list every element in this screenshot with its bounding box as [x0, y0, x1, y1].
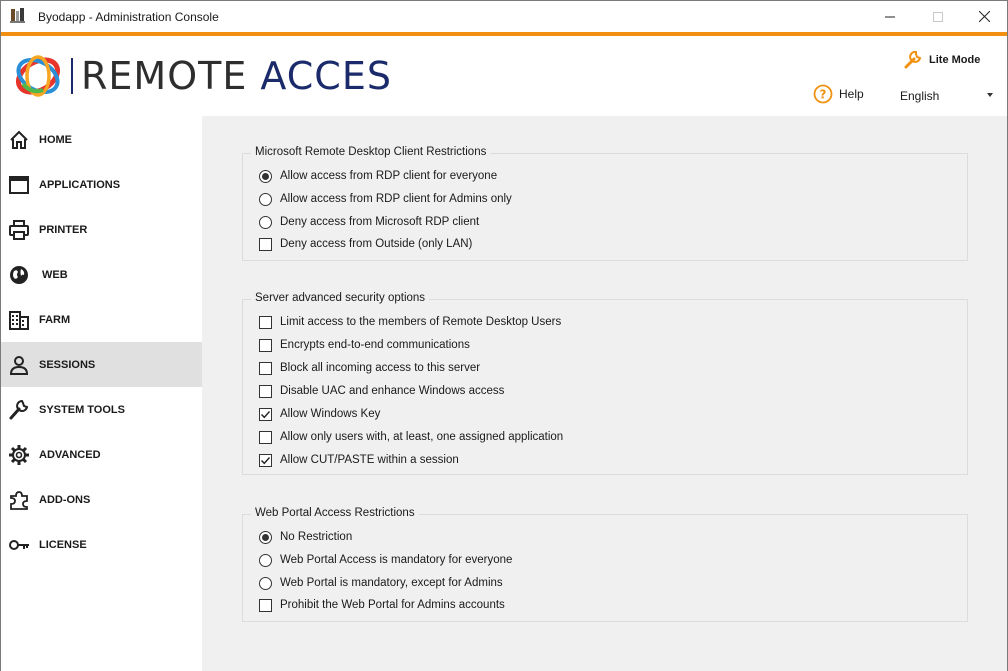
rdp-deny-option[interactable] — [259, 214, 479, 230]
portal-mandatory-everyone-option[interactable] — [259, 552, 512, 568]
sidebar-item-applications[interactable] — [1, 162, 202, 207]
option-label: Deny access from Microsoft RDP client — [280, 216, 480, 228]
option-label: Allow Windows Key — [280, 408, 381, 420]
option-label: Allow access from RDP client for Admins only — [280, 193, 512, 205]
radio-button[interactable] — [259, 577, 272, 590]
option-label: Disable UAC and enhance Windows access — [280, 385, 505, 397]
checkmark-icon — [260, 409, 271, 420]
rdp-allow-admins-option[interactable] — [259, 191, 512, 207]
checkbox[interactable] — [259, 362, 272, 375]
security-options-group — [242, 292, 968, 475]
group-title: Web Portal Access Restrictions — [251, 507, 419, 519]
sidebar-item-label: FARM — [39, 314, 71, 326]
option-label: Limit access to the members of Remote Desktop Users — [280, 316, 562, 328]
rdp-restrictions-group — [242, 146, 968, 261]
svg-text:?: ? — [819, 87, 827, 102]
help-icon — [813, 84, 833, 104]
radio-button[interactable] — [259, 170, 272, 183]
logo-divider — [71, 58, 73, 94]
minimize-button[interactable] — [867, 1, 913, 32]
group-title: Server advanced security options — [251, 292, 429, 304]
checkbox[interactable] — [259, 431, 272, 444]
block-incoming-option[interactable] — [259, 360, 480, 376]
portal-no-restriction-option[interactable] — [259, 529, 352, 545]
option-label: Allow CUT/PASTE within a session — [280, 454, 459, 466]
checkbox[interactable] — [259, 238, 272, 251]
help-label: Help — [839, 87, 864, 101]
option-label: Block all incoming access to this server — [280, 362, 481, 374]
portal-prohibit-admins-option[interactable] — [259, 597, 505, 613]
checkbox[interactable] — [259, 316, 272, 329]
sidebar-item-label: HOME — [39, 134, 72, 146]
close-icon — [979, 11, 990, 22]
minimize-icon — [885, 12, 895, 22]
close-button[interactable] — [961, 1, 1007, 32]
language-select[interactable] — [895, 86, 1001, 106]
sidebar-item-add-ons[interactable] — [1, 477, 202, 522]
sidebar-item-system-tools[interactable] — [1, 387, 202, 432]
logo-remote: REMOTE — [81, 54, 261, 98]
lite-mode-button[interactable] — [903, 50, 980, 70]
allow-windows-key-option[interactable] — [259, 406, 380, 422]
lite-mode-label: Lite Mode — [929, 54, 981, 66]
option-label: Encrypts end-to-end communications — [280, 339, 470, 351]
sidebar-item-label: WEB — [42, 269, 68, 281]
sidebar-item-printer[interactable] — [1, 207, 202, 252]
building-icon — [8, 309, 30, 331]
sidebar-item-label: APPLICATIONS — [39, 179, 121, 191]
rdp-allow-everyone-option[interactable] — [259, 168, 497, 184]
wrench-icon — [903, 50, 923, 70]
sidebar-item-label: LICENSE — [39, 539, 87, 551]
window-icon — [8, 174, 30, 196]
sidebar-item-advanced[interactable] — [1, 432, 202, 477]
option-label: Web Portal Access is mandatory for everyone — [280, 554, 513, 566]
maximize-button[interactable] — [915, 1, 961, 32]
sidebar-item-label: SYSTEM TOOLS — [39, 404, 125, 416]
radio-button[interactable] — [259, 193, 272, 206]
puzzle-icon — [8, 489, 30, 511]
home-icon — [8, 129, 30, 151]
allow-cut-paste-option[interactable] — [259, 452, 459, 468]
disable-uac-option[interactable] — [259, 383, 504, 399]
portal-mandatory-except-admins-option[interactable] — [259, 575, 503, 591]
checkbox[interactable] — [259, 339, 272, 352]
sidebar-item-home[interactable] — [1, 117, 202, 162]
option-label: Allow only users with, at least, one assigned application — [280, 431, 564, 443]
limit-rdp-users-option[interactable] — [259, 314, 561, 330]
sessions-panel — [202, 116, 1007, 671]
wrench-icon — [8, 399, 30, 421]
option-label: Allow access from RDP client for everyone — [280, 170, 498, 182]
rdp-deny-outside-option[interactable] — [259, 236, 472, 252]
sidebar-item-label: ADD-ONS — [39, 494, 91, 506]
app-icon — [9, 7, 27, 25]
sidebar-item-label: ADVANCED — [39, 449, 101, 461]
sidebar-item-farm[interactable] — [1, 297, 202, 342]
remote-access-logo-icon — [13, 54, 63, 98]
help-button[interactable] — [813, 84, 864, 104]
maximize-icon — [933, 12, 943, 22]
web-portal-restrictions-group — [242, 507, 968, 622]
sidebar-item-label: PRINTER — [39, 224, 88, 236]
sidebar-item-label: SESSIONS — [39, 359, 96, 371]
option-label: Web Portal is mandatory, except for Admins — [280, 577, 503, 589]
assigned-app-only-option[interactable] — [259, 429, 563, 445]
user-icon — [8, 354, 30, 376]
gear-icon — [8, 444, 30, 466]
checkbox[interactable] — [259, 599, 272, 612]
group-title: Microsoft Remote Desktop Client Restrictions — [251, 146, 490, 158]
sidebar-item-sessions[interactable] — [1, 342, 202, 387]
checkbox[interactable] — [259, 454, 272, 467]
logo-acces: ACCES — [260, 54, 392, 98]
chevron-down-icon — [987, 93, 993, 97]
radio-button[interactable] — [259, 554, 272, 567]
key-icon — [8, 534, 30, 556]
header — [1, 36, 1007, 116]
radio-button[interactable] — [259, 216, 272, 229]
sidebar — [1, 116, 202, 671]
window-title: Byodapp - Administration Console — [38, 10, 219, 24]
option-label: No Restriction — [280, 531, 353, 543]
encrypt-e2e-option[interactable] — [259, 337, 470, 353]
checkmark-icon — [260, 455, 271, 466]
radio-button[interactable] — [259, 531, 272, 544]
globe-icon — [8, 264, 30, 286]
sidebar-item-license[interactable] — [1, 522, 202, 567]
sidebar-item-web[interactable] — [1, 252, 202, 297]
option-label: Prohibit the Web Portal for Admins accounts — [280, 599, 505, 611]
printer-icon — [8, 219, 30, 241]
language-value: English — [900, 89, 940, 103]
checkbox[interactable] — [259, 408, 272, 421]
checkbox[interactable] — [259, 385, 272, 398]
title-bar — [1, 1, 1007, 32]
option-label: Deny access from Outside (only LAN) — [280, 238, 473, 250]
logo-text — [81, 56, 392, 96]
